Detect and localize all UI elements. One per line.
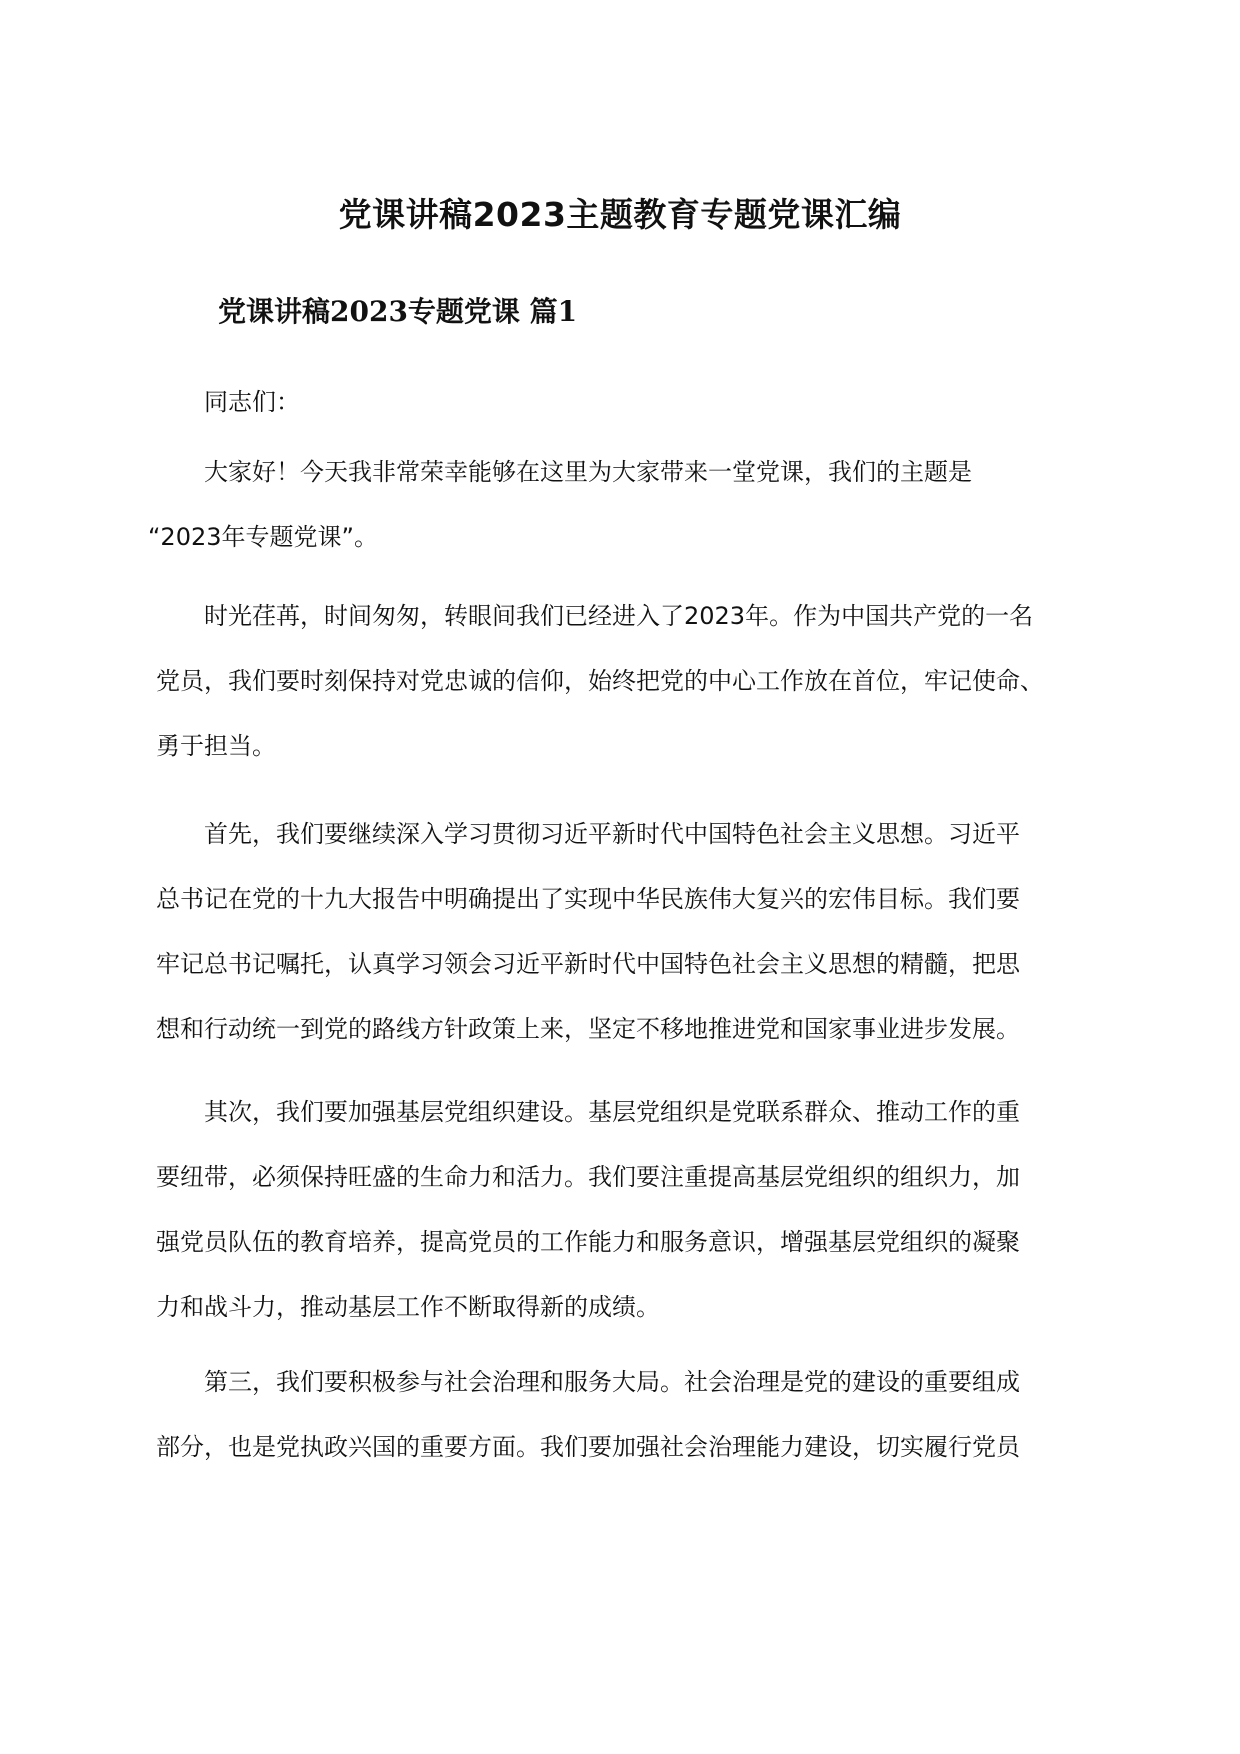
paragraph-line: 时光荏苒，时间匆匆，转眼间我们已经进入了2023年。作为中国共产党的一名 (204, 602, 1034, 630)
paragraph-line: 勇于担当。 (156, 732, 276, 760)
paragraph-line: 想和行动统一到党的路线方针政策上来，坚定不移地推进党和国家事业进步发展。 (156, 1015, 1020, 1043)
salutation (156, 370, 1086, 435)
paragraph-3 (156, 802, 1086, 1062)
salutation-text: 同志们： (204, 388, 300, 416)
paragraph-1 (148, 440, 1086, 570)
paragraph-5 (156, 1350, 1086, 1480)
document-title: 党课讲稿2023主题教育专题党课汇编 (338, 195, 902, 234)
paragraph-line: 党员，我们要时刻保持对党忠诚的信仰，始终把党的中心工作放在首位，牢记使命、 (156, 667, 1044, 695)
paragraph-line: 力和战斗力，推动基层工作不断取得新的成绩。 (156, 1293, 660, 1321)
paragraph-line: 牢记总书记嘱托，认真学习领会习近平新时代中国特色社会主义思想的精髓，把思 (156, 950, 1020, 978)
section-heading: 党课讲稿2023专题党课 篇1 (218, 295, 578, 328)
paragraph-line: 首先，我们要继续深入学习贯彻习近平新时代中国特色社会主义思想。习近平 (204, 820, 1020, 848)
paragraph-line: “2023年专题党课”。 (148, 523, 378, 551)
paragraph-line: 第三，我们要积极参与社会治理和服务大局。社会治理是党的建设的重要组成 (204, 1368, 1020, 1396)
paragraph-2 (156, 584, 1086, 779)
paragraph-line: 其次，我们要加强基层党组织建设。基层党组织是党联系群众、推动工作的重 (204, 1098, 1020, 1126)
paragraph-line: 要纽带，必须保持旺盛的生命力和活力。我们要注重提高基层党组织的组织力，加 (156, 1163, 1020, 1191)
paragraph-line: 总书记在党的十九大报告中明确提出了实现中华民族伟大复兴的宏伟目标。我们要 (156, 885, 1020, 913)
paragraph-line: 部分，也是党执政兴国的重要方面。我们要加强社会治理能力建设，切实履行党员 (156, 1433, 1020, 1461)
paragraph-line: 大家好！今天我非常荣幸能够在这里为大家带来一堂党课，我们的主题是 (204, 458, 972, 486)
paragraph-4 (156, 1080, 1086, 1340)
paragraph-line: 强党员队伍的教育培养，提高党员的工作能力和服务意识，增强基层党组织的凝聚 (156, 1228, 1020, 1256)
